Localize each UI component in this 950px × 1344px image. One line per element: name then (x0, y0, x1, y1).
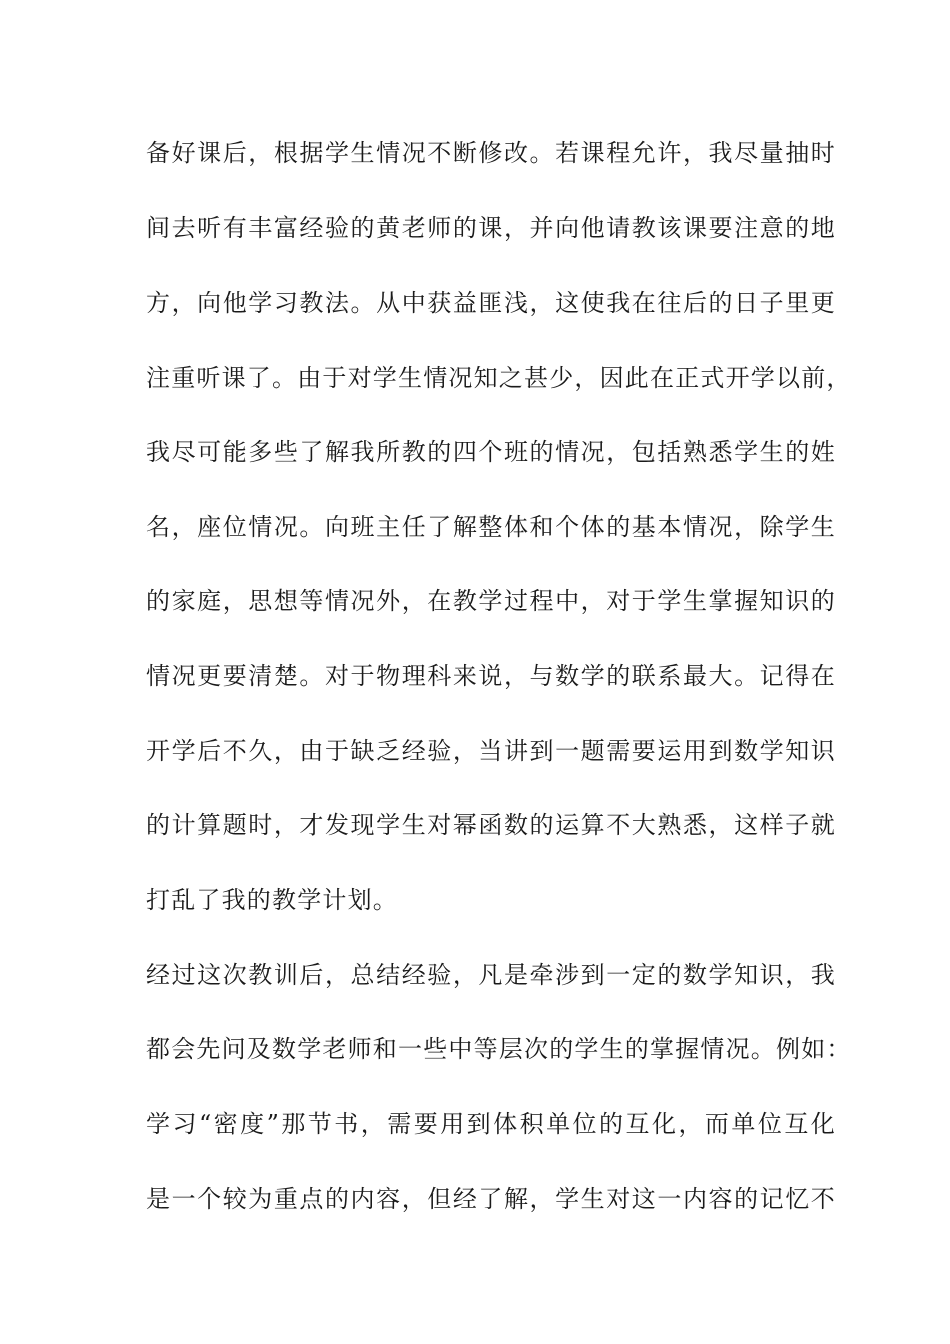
text-line: 名，座位情况。向班主任了解整体和个体的基本情况，除学生 (146, 513, 836, 541)
text-line: 打乱了我的教学计划。 (146, 886, 398, 914)
text-line: 我尽可能多些了解我所教的四个班的情况，包括熟悉学生的姓 (146, 438, 836, 466)
text-line: 间去听有丰富经验的黄老师的课，并向他请教该课要注意的地 (146, 214, 836, 242)
text-line: 的家庭，思想等情况外，在教学过程中，对于学生掌握知识的 (146, 587, 836, 615)
text-line: 学习“密度”那节书，需要用到体积单位的互化，而单位互化 (146, 1110, 836, 1138)
text-line: 方，向他学习教法。从中获益匪浅，这使我在往后的日子里更 (146, 289, 836, 317)
text-line: 经过这次教训后，总结经验，凡是牵涉到一定的数学知识，我 (146, 961, 836, 989)
text-line: 备好课后，根据学生情况不断修改。若课程允许，我尽量抽时 (146, 139, 836, 167)
text-line: 都会先问及数学老师和一些中等层次的学生的掌握情况。例如： (146, 1035, 852, 1063)
text-line: 开学后不久，由于缺乏经验，当讲到一题需要运用到数学知识 (146, 737, 836, 765)
text-line: 情况更要清楚。对于物理科来说，与数学的联系最大。记得在 (146, 662, 836, 690)
text-line: 的计算题时，才发现学生对幂函数的运算不大熟悉，这样子就 (146, 811, 836, 839)
text-line: 是一个较为重点的内容，但经了解，学生对这一内容的记忆不 (146, 1185, 836, 1213)
text-line: 注重听课了。由于对学生情况知之甚少，因此在正式开学以前， (146, 364, 852, 392)
